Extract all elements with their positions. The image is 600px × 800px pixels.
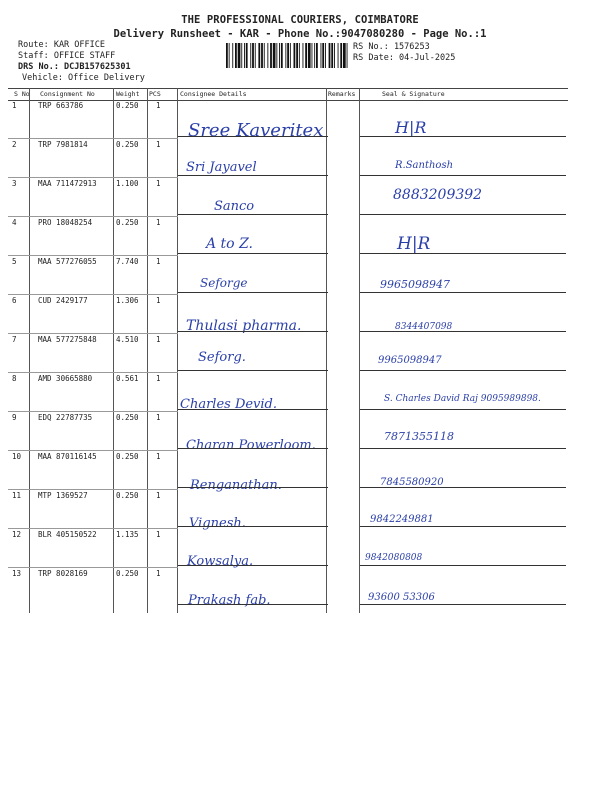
barcode-bar — [308, 43, 311, 68]
signature-underline — [360, 448, 566, 449]
runsheet-subtitle: Delivery Runsheet - KAR - Phone No.:9047080280 - Page No.:1 — [113, 28, 487, 40]
barcode-bar — [343, 43, 346, 68]
barcode-bar — [303, 43, 304, 68]
row-pcs: 1 — [156, 491, 161, 500]
rs-number: RS No.: 1576253 — [353, 42, 430, 52]
col-sno: S No — [14, 90, 30, 98]
barcode-bar — [321, 43, 322, 68]
barcode-bar — [246, 43, 248, 68]
col-weight: Weight — [116, 90, 140, 98]
col-divider — [113, 88, 114, 613]
row-consignment: MAA 870116145 — [38, 452, 97, 461]
consignee-underline — [178, 448, 328, 449]
barcode-bar — [338, 43, 339, 68]
barcode-bar — [281, 43, 283, 68]
row-signature-handwritten: 9842080808 — [365, 553, 423, 563]
barcode-bar — [250, 43, 251, 68]
consignee-underline — [178, 370, 328, 371]
row-pcs: 1 — [156, 569, 161, 578]
row-pcs: 1 — [156, 101, 161, 110]
consignee-underline — [178, 292, 328, 293]
barcode — [226, 43, 350, 68]
barcode-bar — [255, 43, 256, 68]
row-consignment: MAA 577275848 — [38, 335, 97, 344]
route-label: Route: KAR OFFICE — [18, 40, 105, 50]
row-consignee-handwritten: Seforge — [200, 276, 248, 290]
vehicle-label: Vehicle: Office Delivery — [22, 73, 145, 83]
col-divider — [29, 88, 30, 613]
row-sno: 1 — [12, 101, 17, 110]
row-divider — [8, 294, 178, 295]
barcode-bar — [312, 43, 313, 68]
consignee-underline — [178, 253, 328, 254]
consignee-underline — [178, 604, 328, 605]
consignee-underline — [178, 214, 328, 215]
col-pcs: PCS — [149, 90, 161, 98]
signature-underline — [360, 136, 566, 137]
barcode-bar — [267, 43, 268, 68]
barcode-bar — [331, 43, 333, 68]
barcode-bar — [270, 43, 272, 68]
row-consignment: MAA 711472913 — [38, 179, 97, 188]
row-pcs: 1 — [156, 296, 161, 305]
signature-underline — [360, 175, 566, 176]
row-sno: 9 — [12, 413, 17, 422]
barcode-bar — [273, 43, 276, 68]
row-signature-handwritten: 7871355118 — [384, 430, 454, 443]
col-divider — [147, 88, 148, 613]
row-divider — [8, 411, 178, 412]
rs-date: RS Date: 04-Jul-2025 — [353, 53, 456, 63]
col-divider — [326, 88, 327, 613]
row-consignee-handwritten: Prakash fab. — [188, 593, 271, 608]
consignee-underline — [178, 526, 328, 527]
row-consignment: CUD 2429177 — [38, 296, 88, 305]
row-signature-handwritten: H|R — [395, 118, 427, 137]
row-sno: 13 — [12, 569, 22, 578]
row-consignee-handwritten: Renganathan. — [190, 478, 282, 493]
signature-underline — [360, 331, 566, 332]
row-signature-handwritten: 8883209392 — [393, 187, 483, 203]
barcode-bar — [252, 43, 254, 68]
consignee-underline — [178, 487, 328, 488]
consignee-underline — [178, 565, 328, 566]
row-weight: 0.250 — [116, 569, 139, 578]
row-consignment: TRP 8028169 — [38, 569, 88, 578]
row-consignment: BLR 405150522 — [38, 530, 97, 539]
barcode-bar — [299, 43, 300, 68]
row-consignee-handwritten: A to Z. — [206, 236, 253, 252]
row-divider — [8, 489, 178, 490]
barcode-bar — [294, 43, 296, 68]
row-divider — [8, 567, 178, 568]
col-consignee: Consignee Details — [180, 90, 247, 98]
col-consignment: Consignment No — [40, 90, 95, 98]
signature-underline — [360, 214, 566, 215]
signature-underline — [360, 487, 566, 488]
barcode-bar — [290, 43, 291, 68]
row-weight: 0.250 — [116, 491, 139, 500]
row-weight: 1.135 — [116, 530, 139, 539]
row-sno: 7 — [12, 335, 17, 344]
row-consignee-handwritten: Vignesh. — [189, 516, 246, 531]
barcode-bar — [325, 43, 326, 68]
col-remarks: Remarks — [328, 90, 356, 98]
row-pcs: 1 — [156, 218, 161, 227]
row-weight: 0.250 — [116, 101, 139, 110]
barcode-bar — [314, 43, 315, 68]
row-consignee-handwritten: Charles Devid. — [180, 397, 278, 412]
row-pcs: 1 — [156, 413, 161, 422]
row-signature-handwritten: 9842249881 — [370, 514, 434, 525]
signature-underline — [360, 370, 566, 371]
row-signature-handwritten: S. Charles David Raj 9095989898. — [384, 394, 541, 404]
row-consignment: PRO 18048254 — [38, 218, 93, 227]
col-signature: Seal & Signature — [382, 90, 445, 98]
row-weight: 4.510 — [116, 335, 139, 344]
row-signature-handwritten: 9965098947 — [380, 278, 450, 291]
row-signature-handwritten: H|R — [397, 234, 431, 254]
row-consignee-handwritten: Seforg. — [198, 350, 246, 365]
row-sno: 5 — [12, 257, 17, 266]
row-divider — [8, 333, 178, 334]
signature-underline — [360, 604, 566, 605]
row-signature-handwritten: 8344407098 — [395, 322, 453, 332]
row-pcs: 1 — [156, 530, 161, 539]
barcode-bar — [296, 43, 298, 68]
row-sno: 3 — [12, 179, 17, 188]
row-consignee-handwritten: Sree Kaveritex — [188, 120, 324, 141]
row-consignment: EDQ 22787735 — [38, 413, 93, 422]
consignee-underline — [178, 175, 328, 176]
barcode-bar — [279, 43, 280, 68]
consignee-underline — [178, 409, 328, 410]
row-consignment: MAA 577276055 — [38, 257, 97, 266]
barcode-bar — [285, 43, 286, 68]
row-consignment: MTP 1369527 — [38, 491, 88, 500]
signature-underline — [360, 409, 566, 410]
row-signature-handwritten: 9965098947 — [378, 355, 442, 366]
row-consignee-handwritten: Thulasi pharma. — [186, 318, 302, 334]
barcode-bar — [261, 43, 263, 68]
row-pcs: 1 — [156, 335, 161, 344]
row-sno: 11 — [12, 491, 22, 500]
row-weight: 0.250 — [116, 452, 139, 461]
row-pcs: 1 — [156, 140, 161, 149]
row-divider — [8, 372, 178, 373]
row-signature-handwritten: 93600 53306 — [368, 592, 435, 603]
drs-number: DRS No.: DCJB157625301 — [18, 62, 131, 72]
row-consignment: AMD 30665880 — [38, 374, 93, 383]
row-sno: 4 — [12, 218, 17, 227]
row-sno: 8 — [12, 374, 17, 383]
row-consignee-handwritten: Kowsalya. — [187, 554, 254, 569]
consignee-underline — [178, 331, 328, 332]
row-divider — [8, 255, 178, 256]
barcode-bar — [235, 43, 237, 68]
barcode-bar — [340, 43, 342, 68]
row-sno: 6 — [12, 296, 17, 305]
company-title: THE PROFESSIONAL COURIERS, COIMBATORE — [181, 14, 419, 26]
row-divider — [8, 528, 178, 529]
row-consignee-handwritten: Sri Jayavel — [186, 160, 257, 175]
barcode-bar — [322, 43, 324, 68]
staff-label: Staff: OFFICE STAFF — [18, 51, 116, 61]
row-weight: 0.250 — [116, 140, 139, 149]
barcode-bar — [347, 43, 348, 68]
row-pcs: 1 — [156, 257, 161, 266]
signature-underline — [360, 253, 566, 254]
row-consignee-handwritten: Charan Powerloom. — [186, 438, 316, 453]
row-divider — [8, 450, 178, 451]
row-weight: 0.250 — [116, 413, 139, 422]
row-weight: 0.561 — [116, 374, 139, 383]
barcode-bar — [276, 43, 277, 68]
row-weight: 0.250 — [116, 218, 139, 227]
row-signature-handwritten: R.Santhosh — [395, 160, 454, 171]
barcode-bar — [264, 43, 265, 68]
barcode-bar — [241, 43, 242, 68]
row-pcs: 1 — [156, 179, 161, 188]
row-sno: 10 — [12, 452, 22, 461]
col-divider — [177, 88, 178, 613]
consignee-underline — [178, 136, 328, 137]
row-consignment: TRP 7981814 — [38, 140, 88, 149]
row-pcs: 1 — [156, 452, 161, 461]
barcode-bar — [305, 43, 307, 68]
row-signature-handwritten: 7845580920 — [380, 477, 444, 488]
row-sno: 12 — [12, 530, 22, 539]
barcode-bar — [258, 43, 260, 68]
barcode-bar — [287, 43, 289, 68]
row-consignee-handwritten: Sanco — [214, 199, 255, 214]
signature-underline — [360, 526, 566, 527]
barcode-bar — [244, 43, 245, 68]
barcode-bar — [316, 43, 318, 68]
signature-underline — [360, 565, 566, 566]
row-divider — [8, 138, 178, 139]
col-divider — [359, 88, 360, 613]
row-sno: 2 — [12, 140, 17, 149]
table-header — [8, 88, 568, 101]
barcode-bar — [229, 43, 230, 68]
row-divider — [8, 216, 178, 217]
row-consignment: TRP 663786 — [38, 101, 84, 110]
row-weight: 7.740 — [116, 257, 139, 266]
row-weight: 1.306 — [116, 296, 139, 305]
row-weight: 1.100 — [116, 179, 139, 188]
barcode-bar — [238, 43, 241, 68]
barcode-bar — [232, 43, 233, 68]
row-divider — [8, 177, 178, 178]
barcode-bar — [334, 43, 335, 68]
row-pcs: 1 — [156, 374, 161, 383]
signature-underline — [360, 292, 566, 293]
barcode-bar — [329, 43, 331, 68]
barcode-bar — [226, 43, 228, 68]
